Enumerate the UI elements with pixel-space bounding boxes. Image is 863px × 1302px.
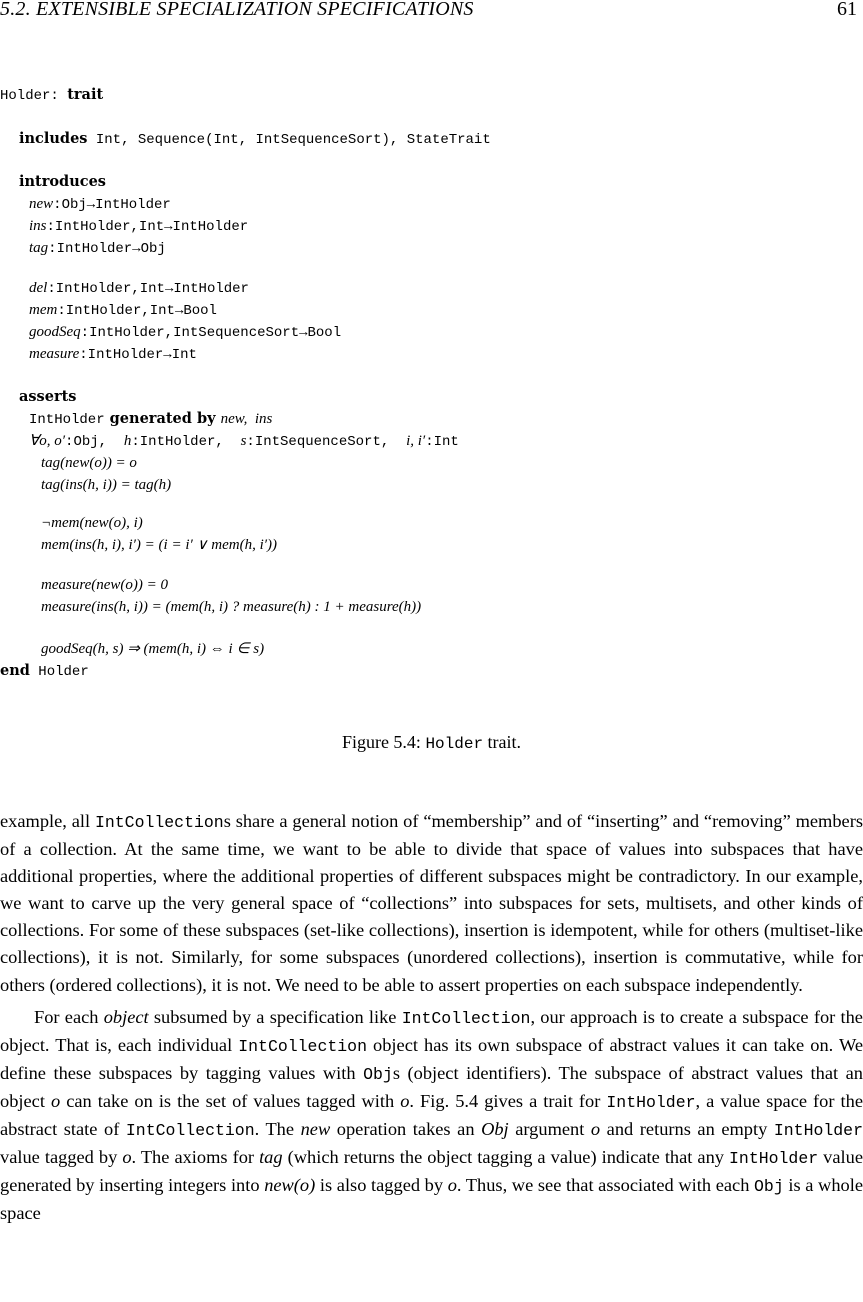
op-name: ins bbox=[29, 218, 47, 234]
text-run: , a value space for the abstract state of bbox=[0, 1090, 863, 1140]
generated-by-line bbox=[29, 409, 272, 429]
text-run: value generated by inserting integers into bbox=[0, 1147, 863, 1196]
forall-line bbox=[29, 431, 459, 451]
op-type: :Obj→IntHolder bbox=[53, 197, 171, 213]
introduces-line bbox=[19, 172, 106, 192]
op-name: tag bbox=[29, 240, 49, 256]
end-trait-name: Holder bbox=[29, 664, 89, 680]
paragraph bbox=[0, 1004, 863, 1228]
inline-code: Obj bbox=[363, 1064, 393, 1084]
text-run: . The bbox=[254, 1119, 301, 1140]
axiom: tag(ins(h, i)) = tag(h) bbox=[41, 477, 172, 493]
axiom: measure(new(o)) = 0 bbox=[41, 577, 169, 593]
emphasis: tag bbox=[259, 1147, 283, 1168]
generated-sort: IntHolder bbox=[29, 412, 105, 428]
text-run: is a whole space bbox=[0, 1175, 863, 1224]
axiom: tag(new(o)) = o bbox=[41, 455, 137, 471]
op-signature bbox=[29, 216, 248, 236]
emphasis: o bbox=[50, 1090, 61, 1111]
text-run: object has its own subspace of abstract values it can take on. We define these subspaces by tagging values with bbox=[0, 1034, 863, 1083]
op-type: :IntHolder→Obj bbox=[48, 241, 166, 257]
op-name: mem bbox=[29, 302, 58, 318]
emphasis: Obj bbox=[481, 1119, 509, 1140]
forall-type: :Int bbox=[425, 434, 459, 450]
forall-type: :IntSequenceSort, bbox=[246, 434, 407, 450]
forall-vars: ∀o, o′ bbox=[29, 433, 66, 449]
op-signature bbox=[29, 194, 171, 214]
inline-code: Obj bbox=[754, 1177, 784, 1197]
text-run: operation takes an bbox=[330, 1119, 482, 1140]
emphasis: new(o) bbox=[264, 1175, 316, 1196]
introduces-keyword: introduces bbox=[19, 173, 106, 190]
trait-header-line bbox=[0, 85, 103, 105]
section-title: 5.2. EXTENSIBLE SPECIALIZATION SPECIFICATIONS bbox=[0, 0, 474, 20]
emphasis: new bbox=[300, 1119, 331, 1140]
op-signature bbox=[29, 344, 197, 364]
forall-var: i, i′ bbox=[406, 433, 426, 449]
trait-name: Holder: bbox=[0, 88, 68, 104]
inline-code: IntHolder bbox=[773, 1121, 863, 1141]
text-run: argument bbox=[508, 1119, 591, 1140]
page-number: 61 bbox=[837, 0, 857, 20]
paragraph bbox=[0, 808, 863, 999]
emphasis: o bbox=[400, 1090, 410, 1111]
asserts-keyword: asserts bbox=[19, 388, 77, 405]
includes-line bbox=[19, 129, 491, 149]
caption-label: Figure 5.4: bbox=[341, 732, 426, 752]
trait-keyword: trait bbox=[67, 86, 104, 103]
text-run: , our approach is to create a subspace for the object. That is, each individual bbox=[0, 1006, 863, 1055]
forall-type: :Obj, bbox=[65, 434, 124, 450]
text-run: s share a general notion of “membership” and of “inserting” and “removing” members of a collection. At the same time, we want to be able to divide that space of values into subspaces that have additional properties, where the additional properties of different subspaces might be contradictory. In our example, we want to carve up the very general space of “collections” into subspaces for sets, multisets, and other kinds of collections. For some of these subspaces (set-like collections), insertion is idempotent, while for others (multiset-like collections), it is not. Similarly, for some subspaces (unordered collections), insertion is commutative, while for others (ordered collections), it is not. We need to be able to assert properties on each subspace independently. bbox=[0, 811, 863, 995]
inline-code: IntCollection bbox=[401, 1008, 531, 1028]
figure-caption bbox=[0, 730, 863, 756]
asserts-line bbox=[19, 387, 76, 407]
axiom: mem(ins(h, i), i′) = (i = i′ ∨ mem(h, i′)) bbox=[41, 537, 278, 553]
running-header bbox=[0, 0, 863, 22]
includes-keyword: includes bbox=[19, 130, 88, 147]
caption-text: trait. bbox=[483, 732, 522, 752]
caption-code: Holder bbox=[425, 735, 484, 753]
op-signature bbox=[29, 322, 341, 342]
op-name: measure bbox=[29, 346, 80, 362]
text-run: and returns an empty bbox=[600, 1119, 774, 1140]
emphasis: o bbox=[122, 1147, 132, 1168]
body-text bbox=[0, 808, 863, 1227]
inline-code: IntCollection bbox=[238, 1036, 367, 1056]
op-type: :IntHolder,Int→Bool bbox=[57, 303, 217, 319]
op-name: goodSeq bbox=[29, 324, 81, 340]
op-type: :IntHolder→Int bbox=[79, 347, 197, 363]
text-run: s (object identifiers). The subspace of abstract values that an object bbox=[0, 1062, 863, 1111]
op-signature bbox=[29, 278, 249, 298]
text-run: . Thus, we see that associated with each bbox=[456, 1175, 755, 1196]
text-run: . The axioms for bbox=[131, 1147, 260, 1168]
emphasis: o bbox=[590, 1119, 601, 1140]
inline-code: IntHolder bbox=[729, 1149, 819, 1169]
op-type: :IntHolder,IntSequenceSort→Bool bbox=[80, 325, 342, 341]
inline-code: IntCollection bbox=[94, 813, 224, 832]
text-run: (which returns the object tagging a value) indicate that any bbox=[282, 1147, 730, 1168]
op-type: :IntHolder,Int→IntHolder bbox=[46, 219, 249, 235]
op-name: del bbox=[29, 280, 48, 296]
forall-var: s bbox=[240, 433, 247, 449]
op-name: new bbox=[29, 196, 54, 212]
generated-by-keyword: generated by bbox=[104, 410, 221, 427]
text-run: . Fig. 5.4 gives a trait for bbox=[409, 1090, 607, 1111]
end-line bbox=[0, 661, 89, 681]
text-run: value tagged by bbox=[0, 1147, 123, 1168]
forall-type: :IntHolder, bbox=[131, 434, 241, 450]
text-run: For each bbox=[34, 1006, 104, 1027]
forall-var: h bbox=[123, 433, 132, 449]
emphasis: o bbox=[447, 1175, 457, 1196]
axiom: ¬mem(new(o), i) bbox=[41, 515, 143, 531]
inline-code: IntHolder bbox=[606, 1092, 696, 1112]
text-run: is also tagged by bbox=[315, 1175, 448, 1196]
axiom: measure(ins(h, i)) = (mem(h, i) ? measure(h) : 1 + measure(h)) bbox=[41, 599, 422, 615]
op-type: :IntHolder,Int→IntHolder bbox=[47, 281, 249, 297]
op-signature bbox=[29, 300, 217, 320]
generator-ops: new, ins bbox=[220, 411, 273, 427]
inline-code: IntCollection bbox=[125, 1121, 255, 1141]
op-signature bbox=[29, 238, 166, 258]
text-run: subsumed by a specification like bbox=[148, 1006, 402, 1027]
axiom: goodSeq(h, s) ⇒ (mem(h, i) ⇔ i ∈ s) bbox=[41, 641, 265, 657]
end-keyword: end bbox=[0, 662, 30, 679]
text-run: can take on is the set of values tagged with bbox=[60, 1090, 401, 1111]
emphasis: object bbox=[103, 1006, 149, 1027]
text-run: example, all bbox=[0, 811, 95, 831]
includes-list: Int, Sequence(Int, IntSequenceSort), StateTrait bbox=[87, 132, 491, 148]
